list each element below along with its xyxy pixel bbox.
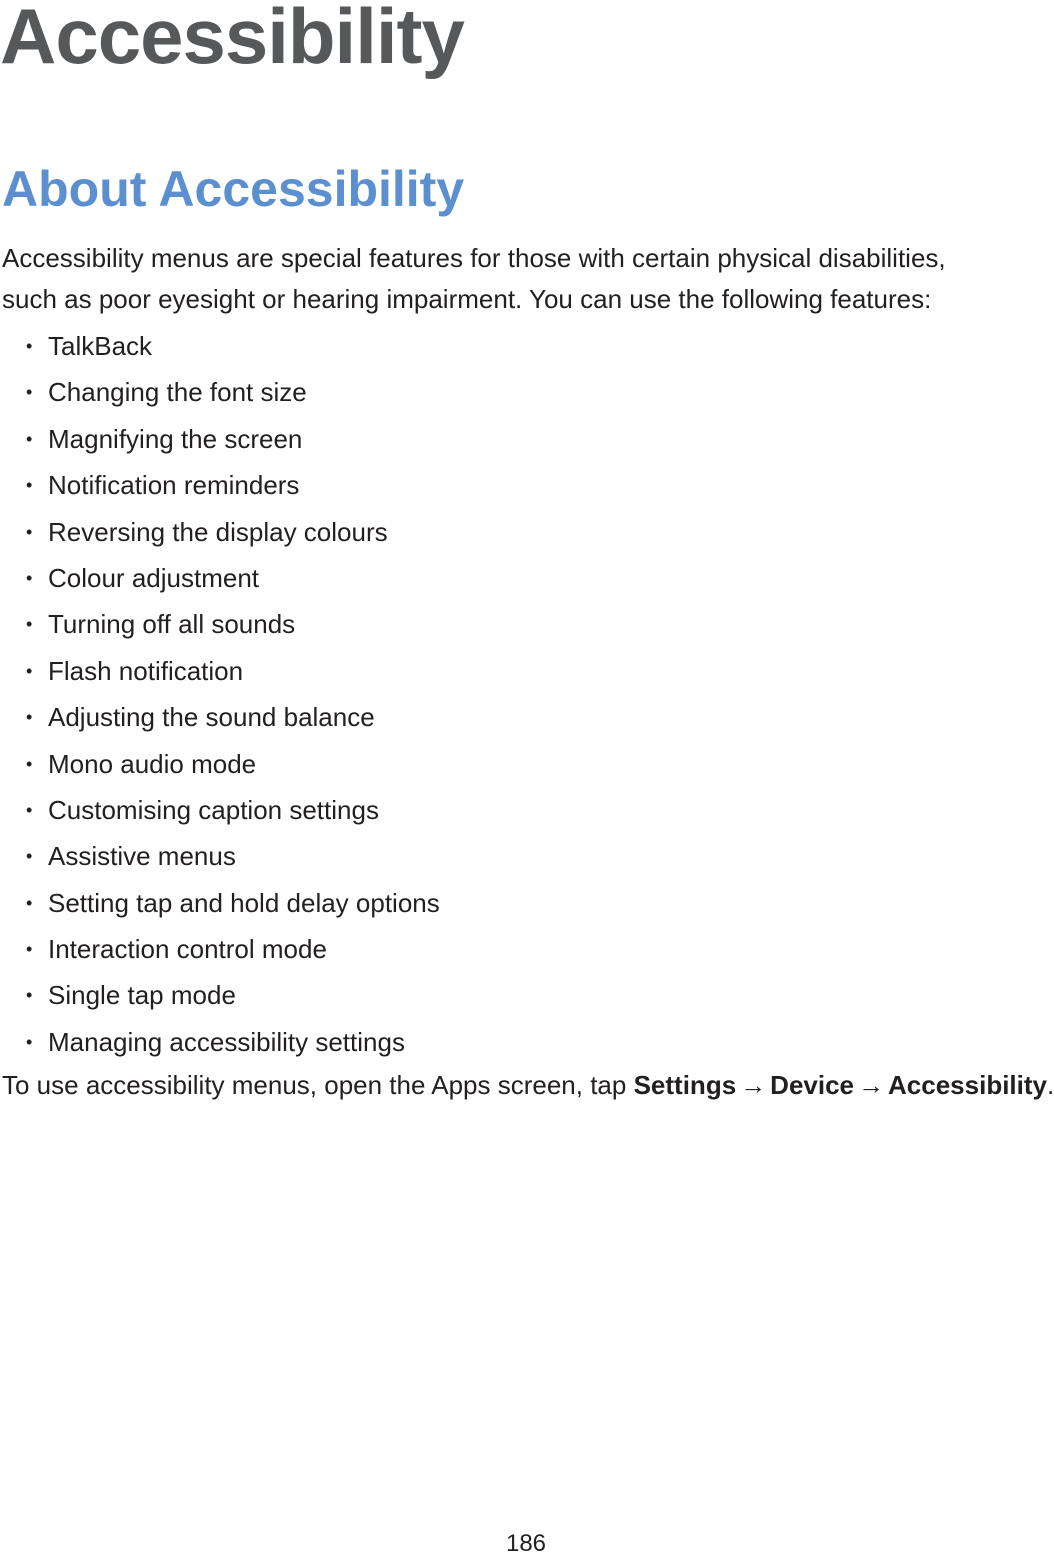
feature-label: Notification reminders	[48, 470, 300, 501]
feature-item	[0, 694, 440, 740]
feature-item	[0, 369, 440, 415]
feature-label: Customising caption settings	[48, 794, 379, 825]
feature-item	[0, 462, 440, 508]
feature-label: Turning off all sounds	[48, 609, 296, 640]
page-number: 186	[505, 1530, 547, 1557]
feature-item	[0, 601, 440, 647]
bullet-icon: •	[26, 985, 33, 1006]
bullet-icon: •	[26, 753, 33, 774]
feature-label: Adjusting the sound balance	[48, 702, 375, 733]
feature-item	[0, 416, 440, 462]
feature-label: Setting tap and hold delay options	[48, 887, 440, 918]
bullet-icon: •	[26, 707, 33, 728]
feature-item	[0, 648, 440, 694]
feature-label: Mono audio mode	[48, 748, 257, 779]
path-accessibility: Accessibility	[888, 1070, 1047, 1100]
bullet-icon: •	[26, 382, 33, 403]
feature-item	[0, 741, 440, 787]
feature-label: Assistive menus	[48, 841, 236, 872]
feature-item	[0, 323, 440, 369]
feature-item	[0, 1019, 440, 1065]
page-title: Accessibility	[0, 0, 464, 80]
bullet-icon: •	[26, 567, 33, 588]
arrow-right-icon: →	[740, 1070, 767, 1100]
feature-item	[0, 509, 440, 555]
feature-label: Changing the font size	[48, 377, 307, 408]
bullet-icon: •	[26, 614, 33, 635]
feature-label: Interaction control mode	[48, 934, 327, 965]
bullet-icon: •	[26, 799, 33, 820]
feature-label: Flash notification	[48, 655, 244, 686]
feature-label: Single tap mode	[48, 980, 236, 1011]
feature-label: Managing accessibility settings	[48, 1026, 405, 1057]
bullet-icon: •	[26, 336, 33, 356]
intro-paragraph: Accessibility menus are special features for those with certain physical disabilities, such as poor eyesight or hearing impairment. You can use the following features:	[2, 243, 946, 314]
feature-label: Reversing the display colours	[48, 516, 388, 547]
bullet-icon: •	[26, 892, 33, 913]
arrow-right-icon: →	[858, 1070, 885, 1100]
feature-item	[0, 833, 440, 879]
feature-list	[0, 323, 440, 1065]
section-title: About Accessibility	[2, 161, 465, 217]
instruction-end: .	[1047, 1070, 1054, 1100]
bullet-icon: •	[26, 846, 33, 867]
feature-item	[0, 926, 440, 972]
feature-item	[0, 787, 440, 833]
bullet-icon: •	[26, 521, 33, 542]
bullet-icon: •	[26, 1031, 33, 1052]
bullet-icon: •	[26, 939, 33, 960]
feature-label: Magnifying the screen	[48, 423, 303, 454]
path-settings: Settings	[633, 1070, 737, 1100]
feature-item	[0, 880, 440, 926]
bullet-icon: •	[26, 660, 33, 681]
feature-item	[0, 972, 440, 1018]
feature-item	[0, 555, 440, 601]
instruction-text: To use accessibility menus, open the Apps screen, tap	[2, 1070, 634, 1100]
feature-label: Colour adjustment	[48, 562, 259, 593]
path-device: Device	[770, 1070, 855, 1100]
instruction-paragraph	[2, 1062, 1054, 1108]
bullet-icon: •	[26, 428, 33, 449]
bullet-icon: •	[26, 475, 33, 496]
feature-label: TalkBack	[48, 331, 153, 361]
